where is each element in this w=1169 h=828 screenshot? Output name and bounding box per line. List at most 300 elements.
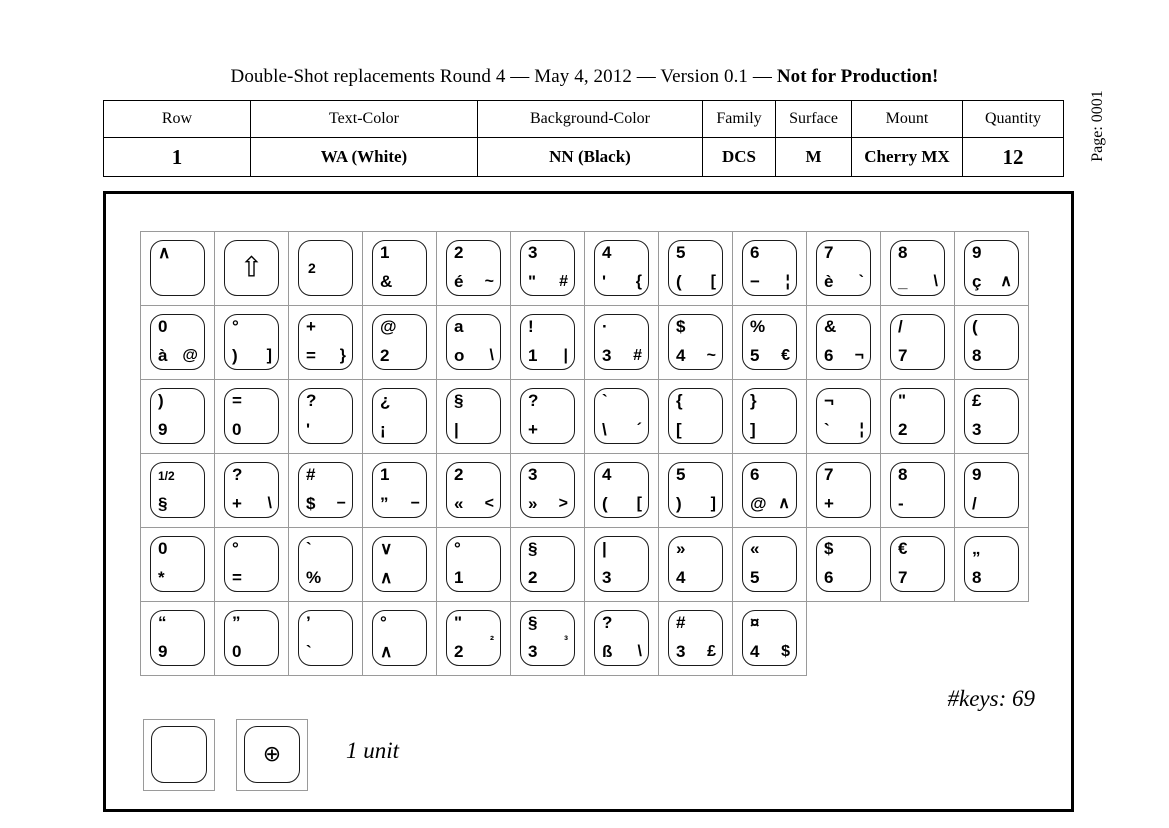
keycap-cell — [436, 305, 511, 380]
keycap-cell — [732, 305, 807, 380]
keycap-cell — [584, 527, 659, 602]
keycap — [372, 610, 427, 666]
keycap-legend: 6 — [824, 568, 834, 587]
keycap — [298, 314, 353, 370]
keycap-legend: 7 — [824, 243, 834, 262]
keycap-legend: + — [232, 494, 242, 513]
keycap-cell — [214, 601, 289, 676]
keycap-legend: 0 — [232, 642, 242, 661]
keycap — [890, 240, 945, 296]
keycap — [890, 314, 945, 370]
keycap-legend: 7 — [898, 568, 908, 587]
keycap — [964, 388, 1019, 444]
keycap — [890, 462, 945, 518]
keycap-cell — [658, 379, 733, 454]
keycap — [964, 536, 1019, 592]
keycap-legend: ¬ — [854, 347, 864, 364]
keycap-cell — [658, 305, 733, 380]
keycap-legend: = — [306, 346, 316, 365]
keycap-legend: 4 — [602, 243, 612, 262]
keycap-legend: ç — [972, 272, 982, 291]
keycap-cell — [214, 379, 289, 454]
keycap-legend: ' — [306, 420, 311, 439]
keycap-legend: 2 — [528, 568, 538, 587]
keycap — [668, 536, 723, 592]
keycap-legend: 6 — [750, 243, 760, 262]
keycap — [594, 610, 649, 666]
keycap-legend: 9 — [972, 465, 982, 484]
keycap — [668, 388, 723, 444]
keycap-legend: « — [454, 494, 464, 513]
keycap-legend: ( — [676, 272, 682, 291]
keycap-legend: § — [528, 613, 538, 632]
keycap-row — [140, 527, 1029, 602]
keycap — [520, 536, 575, 592]
keycap-legend: ] — [750, 420, 756, 439]
keycap-cell — [510, 305, 585, 380]
keycap-legend: 1/2 — [158, 469, 175, 483]
header-quantity: Quantity — [963, 101, 1064, 138]
keycap-legend: § — [454, 391, 464, 410]
keycap-cell — [658, 453, 733, 528]
keycap — [890, 388, 945, 444]
keycap-legend: · — [602, 317, 608, 336]
keycap — [446, 388, 501, 444]
keycap-legend: ( — [602, 494, 608, 513]
keycap-legend: 9 — [158, 420, 168, 439]
keycap-legend: ~ — [484, 273, 494, 290]
keycap-legend: 2 — [380, 346, 390, 365]
keycap-cell — [584, 231, 659, 306]
keycap — [742, 314, 797, 370]
keycap — [244, 726, 300, 783]
keycap-legend: | — [602, 539, 607, 558]
keycap-legend: # — [633, 347, 642, 364]
keycap — [594, 462, 649, 518]
keycap-legend: 3 — [528, 642, 538, 661]
keycap-legend: 1 — [528, 346, 538, 365]
header-background-color: Background-Color — [478, 101, 703, 138]
keycap — [594, 388, 649, 444]
keycap-cell — [288, 379, 363, 454]
keycap-legend: { — [635, 273, 642, 290]
keycap — [668, 314, 723, 370]
keycap-legend: » — [676, 539, 686, 558]
keycap — [150, 462, 205, 518]
keycap-legend: 7 — [824, 465, 834, 484]
keycap-legend: ³ — [564, 633, 568, 647]
keycap-legend: 8 — [898, 465, 908, 484]
keycap-legend: ` — [306, 539, 312, 558]
keycap-legend: 5 — [750, 346, 760, 365]
keycap-legend: ? — [528, 391, 539, 410]
keycap-legend: 4 — [750, 642, 760, 661]
keycap-legend: ] — [710, 495, 716, 512]
keycap — [224, 610, 279, 666]
keycap-sheet-box — [103, 191, 1074, 812]
keycap-legend: ¦ — [859, 421, 864, 438]
keycap-legend: ) — [158, 391, 164, 410]
keycap — [372, 314, 427, 370]
keycap-legend: $ — [306, 494, 316, 513]
keycap-legend: $ — [824, 539, 834, 558]
keycap — [964, 462, 1019, 518]
keycap-row — [140, 379, 1029, 454]
orientation-keycap-sample — [236, 719, 308, 791]
keycap-legend: 3 — [528, 243, 538, 262]
keycap — [520, 610, 575, 666]
keycap-legend: 5 — [676, 243, 686, 262]
keycap-legend: à — [158, 346, 168, 365]
keycap-legend: 9 — [972, 243, 982, 262]
keycap — [150, 610, 205, 666]
keycap — [298, 536, 353, 592]
keycap-cell — [362, 601, 437, 676]
value-mount: Cherry MX — [852, 138, 963, 177]
keycap-legend: % — [750, 317, 766, 336]
keycap-legend: € — [898, 539, 908, 558]
keycap-legend: # — [676, 613, 686, 632]
keycap-legend: 5 — [750, 568, 760, 587]
keycap-cell — [436, 527, 511, 602]
keycap-legend: ` — [306, 642, 312, 661]
keycap-legend: ? — [602, 613, 613, 632]
header-family: Family — [703, 101, 776, 138]
keycap-legend: 2 — [454, 642, 464, 661]
keycap — [964, 314, 1019, 370]
keycap-cell — [288, 527, 363, 602]
keycap — [224, 314, 279, 370]
value-background-color: NN (Black) — [478, 138, 703, 177]
keycap-legend: = — [232, 568, 242, 587]
keycap-legend: \ — [933, 273, 938, 290]
keycap-legend: ` — [824, 420, 830, 439]
header-text-color: Text-Color — [251, 101, 478, 138]
spec-table-value-row — [104, 138, 1064, 177]
keycap-cell — [362, 453, 437, 528]
keycap-legend: 3 — [602, 568, 612, 587]
keycap — [224, 388, 279, 444]
keycap-legend: 8 — [972, 568, 982, 587]
keycap-cell — [806, 305, 881, 380]
keycap-legend: ” — [380, 494, 389, 513]
circled-plus-icon: ⊕ — [262, 741, 282, 767]
keycap — [742, 240, 797, 296]
keycap-cell — [806, 527, 881, 602]
keycap-legend: 2 — [454, 465, 464, 484]
keycap-legend: ß — [602, 642, 613, 661]
keycap-cell — [584, 453, 659, 528]
keycap-legend: ´ — [636, 421, 642, 438]
keycap-legend: » — [528, 494, 538, 513]
keycap-legend: ( — [972, 317, 978, 336]
keycap-legend: € — [781, 347, 790, 364]
keycap — [224, 462, 279, 518]
keycap-legend: § — [528, 539, 538, 558]
keycap-legend: > — [558, 495, 568, 512]
keycap-cell — [510, 601, 585, 676]
keycap-legend: ” — [232, 613, 241, 632]
keycap-legend: \ — [602, 420, 607, 439]
keycap-legend: 0 — [158, 317, 168, 336]
keycap-legend: & — [824, 317, 837, 336]
keycap-legend: − — [410, 495, 420, 512]
unit-size-label: 1 unit — [346, 738, 400, 763]
keycap — [668, 240, 723, 296]
keycap-legend: 2 — [454, 243, 464, 262]
keycap — [224, 536, 279, 592]
keycap-cell — [880, 453, 955, 528]
keycap-legend: ∧ — [1000, 273, 1012, 290]
keycap-legend: 2 — [308, 260, 316, 276]
keycap-legend: 0 — [232, 420, 242, 439]
keycap — [520, 388, 575, 444]
keycap-legend: 7 — [898, 346, 908, 365]
keycap-cell — [214, 453, 289, 528]
keycap-legend: ⇧ — [239, 251, 264, 283]
spec-table-header-row — [104, 101, 1064, 138]
keycap-legend: ¬ — [824, 391, 834, 410]
keycap-row — [140, 231, 1029, 306]
keycap-legend: ∧ — [158, 243, 171, 262]
keycap-legend: { — [676, 391, 683, 410]
keycap-legend: £ — [972, 391, 982, 410]
value-text-color: WA (White) — [251, 138, 478, 177]
spec-table — [103, 100, 1064, 177]
keycap-legend: ] — [266, 347, 272, 364]
header-row: Row — [104, 101, 251, 138]
keycap — [224, 240, 279, 296]
keycap-legend: ) — [676, 494, 682, 513]
keycap — [816, 536, 871, 592]
keycap-legend: 2 — [898, 420, 908, 439]
page-number-label: Page: 0001 — [1089, 90, 1106, 162]
keycap-cell — [954, 379, 1029, 454]
keys-count-label: #keys: 69 — [947, 686, 1035, 711]
header-surface: Surface — [776, 101, 852, 138]
keycap-legend: 5 — [676, 465, 686, 484]
keycap-cell — [214, 527, 289, 602]
keycap-legend: ¦ — [785, 273, 790, 290]
keycap-cell — [140, 379, 215, 454]
value-quantity: 12 — [963, 138, 1064, 177]
keycap-legend: “ — [158, 613, 167, 632]
keycap — [668, 462, 723, 518]
keycap-cell — [288, 453, 363, 528]
keycap-row — [140, 601, 1029, 676]
keycap — [816, 462, 871, 518]
keycap-legend: „ — [972, 539, 981, 558]
keycap-cell — [214, 305, 289, 380]
keycap — [594, 536, 649, 592]
keycap — [520, 314, 575, 370]
keycap — [964, 240, 1019, 296]
keycap — [372, 536, 427, 592]
keycap-cell — [362, 231, 437, 306]
keycap-cell — [288, 305, 363, 380]
keycap — [446, 536, 501, 592]
header-mount: Mount — [852, 101, 963, 138]
keycap-cell — [288, 231, 363, 306]
keycap — [446, 610, 501, 666]
keycap-legend: @ — [750, 494, 767, 513]
keycap-legend: ² — [490, 633, 494, 647]
keycap-cell — [140, 601, 215, 676]
value-surface: M — [776, 138, 852, 177]
keycap-legend: 3 — [602, 346, 612, 365]
keycap-legend: − — [336, 495, 346, 512]
keycap-legend: ` — [602, 391, 608, 410]
keycap-legend: 0 — [158, 539, 168, 558]
keycap-cell — [436, 601, 511, 676]
document-title-text: Double-Shot replacements Round 4 — May 4, 2012 — Version 0.1 — — [230, 66, 777, 87]
keycap-legend: ° — [454, 539, 461, 558]
keycap — [520, 240, 575, 296]
keycap — [446, 240, 501, 296]
keycap-row — [140, 453, 1029, 528]
keycap-legend: } — [339, 347, 346, 364]
keycap-legend: / — [898, 317, 903, 336]
keycap-legend: § — [158, 494, 168, 513]
keycap-cell — [362, 379, 437, 454]
keycap-legend: " — [454, 613, 463, 632]
document-title — [0, 66, 1169, 88]
keycap-legend: & — [380, 272, 393, 291]
keycap-legend: < — [484, 495, 494, 512]
keycap-cell — [806, 453, 881, 528]
keycap-legend: a — [454, 317, 464, 336]
keycap — [150, 536, 205, 592]
keycap-cell — [436, 379, 511, 454]
keycap-legend: ` — [858, 273, 864, 290]
keycap — [742, 610, 797, 666]
keycap-cell — [140, 453, 215, 528]
keycap-legend: _ — [898, 272, 908, 291]
keycap-cell — [954, 231, 1029, 306]
keycap-cell — [658, 601, 733, 676]
keycap-legend: ∧ — [380, 568, 393, 587]
keycap-legend: } — [750, 391, 757, 410]
keycap-legend: ∨ — [380, 539, 393, 558]
keycap-cell — [954, 453, 1029, 528]
keycap-grid — [140, 231, 1029, 676]
keycap-cell — [140, 305, 215, 380]
keycap-legend: 6 — [750, 465, 760, 484]
value-family: DCS — [703, 138, 776, 177]
keycap-legend: ? — [232, 465, 243, 484]
keycap-cell — [880, 379, 955, 454]
keycap-legend: £ — [707, 643, 716, 660]
keycap — [594, 240, 649, 296]
keycap-legend: 4 — [676, 568, 686, 587]
keycap-legend: 8 — [972, 346, 982, 365]
keycap-cell — [732, 379, 807, 454]
keycap-cell — [436, 231, 511, 306]
keycap-cell — [214, 231, 289, 306]
keycap-legend: 4 — [602, 465, 612, 484]
keycap — [594, 314, 649, 370]
keycap-legend: " — [898, 391, 907, 410]
keycap — [151, 726, 207, 783]
keycap-cell — [436, 453, 511, 528]
keycap-cell — [880, 231, 955, 306]
keycap-legend: ? — [306, 391, 317, 410]
keycap-legend: \ — [489, 347, 494, 364]
keycap-cell — [584, 601, 659, 676]
keycap-legend: « — [750, 539, 760, 558]
keycap-legend: ~ — [706, 347, 716, 364]
keycap-cell — [732, 453, 807, 528]
keycap — [742, 388, 797, 444]
keycap-legend: ∧ — [778, 495, 790, 512]
keycap-legend: 1 — [454, 568, 464, 587]
keycap-legend: + — [528, 420, 538, 439]
keycap-legend: @ — [380, 317, 397, 336]
keycap-cell — [510, 453, 585, 528]
keycap — [742, 536, 797, 592]
keycap — [298, 462, 353, 518]
keycap — [816, 314, 871, 370]
blank-keycap-sample — [143, 719, 215, 791]
keycap-cell — [880, 527, 955, 602]
keycap-legend: 3 — [972, 420, 982, 439]
keycap-legend: ∧ — [380, 642, 393, 661]
keycap-legend: - — [898, 494, 904, 513]
keycap-legend: 1 — [380, 243, 390, 262]
keycap-legend: \ — [637, 643, 642, 660]
keycap — [742, 462, 797, 518]
keycap — [890, 536, 945, 592]
keycap-legend: 6 — [824, 346, 834, 365]
keycap-cell — [732, 527, 807, 602]
keycap — [520, 462, 575, 518]
keycap-legend: 3 — [676, 642, 686, 661]
keycap-legend: 3 — [528, 465, 538, 484]
keycap — [668, 610, 723, 666]
keycap-legend: ¿ — [380, 391, 391, 410]
keycap — [298, 610, 353, 666]
keycap-legend: % — [306, 568, 322, 587]
keycap — [150, 388, 205, 444]
keycap-legend: @ — [182, 347, 198, 364]
keycap-legend: " — [528, 272, 537, 291]
keycap-legend: ' — [602, 272, 607, 291]
keycap-cell — [954, 527, 1029, 602]
keycap-cell — [880, 305, 955, 380]
keycap — [150, 240, 205, 296]
keycap — [372, 240, 427, 296]
keycap-legend: | — [563, 347, 568, 364]
keycap — [372, 462, 427, 518]
keycap-legend: = — [232, 391, 242, 410]
keycap-cell — [510, 379, 585, 454]
keycap-cell — [140, 231, 215, 306]
keycap-legend: 9 — [158, 642, 168, 661]
keycap — [372, 388, 427, 444]
keycap-cell — [362, 305, 437, 380]
keycap-legend: [ — [636, 495, 642, 512]
keycap-legend: * — [158, 568, 165, 587]
keycap-legend: 4 — [676, 346, 686, 365]
keycap-cell — [288, 601, 363, 676]
keycap-cell — [510, 231, 585, 306]
keycap-legend: è — [824, 272, 834, 291]
keycap-legend: 8 — [898, 243, 908, 262]
keycap-legend: 1 — [380, 465, 390, 484]
keycap-legend: ¡ — [380, 420, 386, 439]
keycap-legend: + — [824, 494, 834, 513]
keycap-legend: # — [559, 273, 568, 290]
